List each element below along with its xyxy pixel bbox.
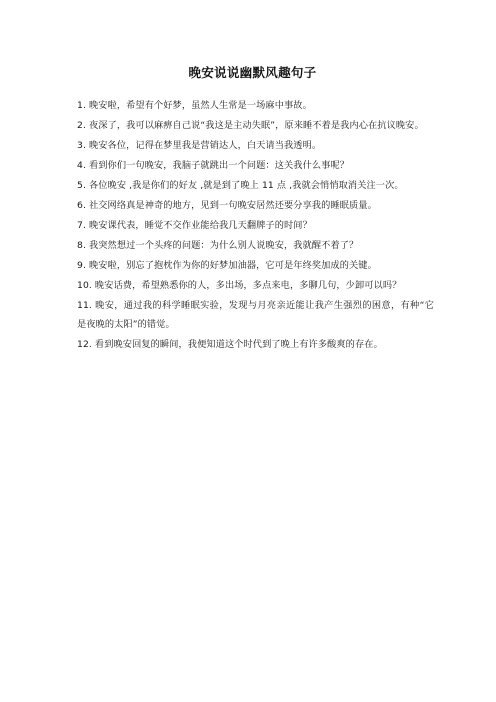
item-number: 10. (77, 280, 92, 291)
item-number: 6. (77, 200, 86, 211)
item-text: 夜深了，我可以麻痹自己说“我这是主动失眠”，原来睡不着是我内心在抗议晚安。 (88, 120, 424, 131)
item-number: 9. (77, 260, 86, 271)
item-number: 12. (77, 339, 92, 350)
list-item (77, 196, 434, 215)
item-text: 看到你们一句晚安，我脑子就跳出一个问题：这关我什么事呢？ (88, 160, 350, 171)
list-item (77, 276, 434, 295)
list-item (77, 176, 434, 195)
item-number: 8. (77, 240, 86, 251)
list-item (77, 335, 434, 354)
item-text: 晚安啦，别忘了抱枕作为你的好梦加油器，它可是年终奖加成的关键。 (88, 260, 377, 271)
list-item (77, 256, 434, 275)
item-text: 晚安各位，记得在梦里我是营销达人，白天请当我透明。 (88, 140, 322, 151)
item-text: 晚安话费，希望熟悉你的人，多出场，多点来电，多聊几句，少卸可以吗？ (94, 280, 402, 291)
item-number: 11. (77, 300, 92, 311)
item-number: 5. (77, 180, 86, 191)
list-item (77, 116, 434, 135)
item-text: 各位晚安 ,我是你们的好友 ,就是到了晚上 11 点 ,我就会悄悄取消关注一次。 (88, 180, 404, 191)
sentence-list (77, 96, 434, 354)
item-number: 7. (77, 220, 86, 231)
list-item (77, 216, 434, 235)
list-item (77, 96, 434, 115)
item-text: 晚安啦，希望有个好梦，虽然人生常是一场麻中事故。 (88, 100, 312, 111)
item-text: 晚安，通过我的科学睡眠实验，发现与月亮亲近能让我产生强烈的困意，有种“它是夜晚的太阳”的错觉。 (77, 300, 434, 330)
item-number: 2. (77, 120, 86, 131)
item-text: 我突然想过一个头疼的问题：为什么别人说晚安，我就醒不着了？ (88, 240, 359, 251)
list-item (77, 236, 434, 255)
list-item (77, 136, 434, 155)
list-item (77, 156, 434, 175)
document-title: 晚安说说幽默风趣句子 (188, 65, 317, 80)
item-text: 看到晚安回复的瞬间，我便知道这个时代到了晚上有许多酸爽的存在。 (94, 339, 383, 350)
list-item (77, 296, 434, 334)
item-number: 1. (77, 100, 86, 111)
item-number: 3. (77, 140, 86, 151)
item-text: 晚安课代表，睡觉不交作业能给我几天翻牌子的时间？ (88, 220, 312, 231)
item-number: 4. (77, 160, 86, 171)
item-text: 社交网络真是神奇的地方，见到一句晚安居然还要分享我的睡眠质量。 (88, 200, 377, 211)
